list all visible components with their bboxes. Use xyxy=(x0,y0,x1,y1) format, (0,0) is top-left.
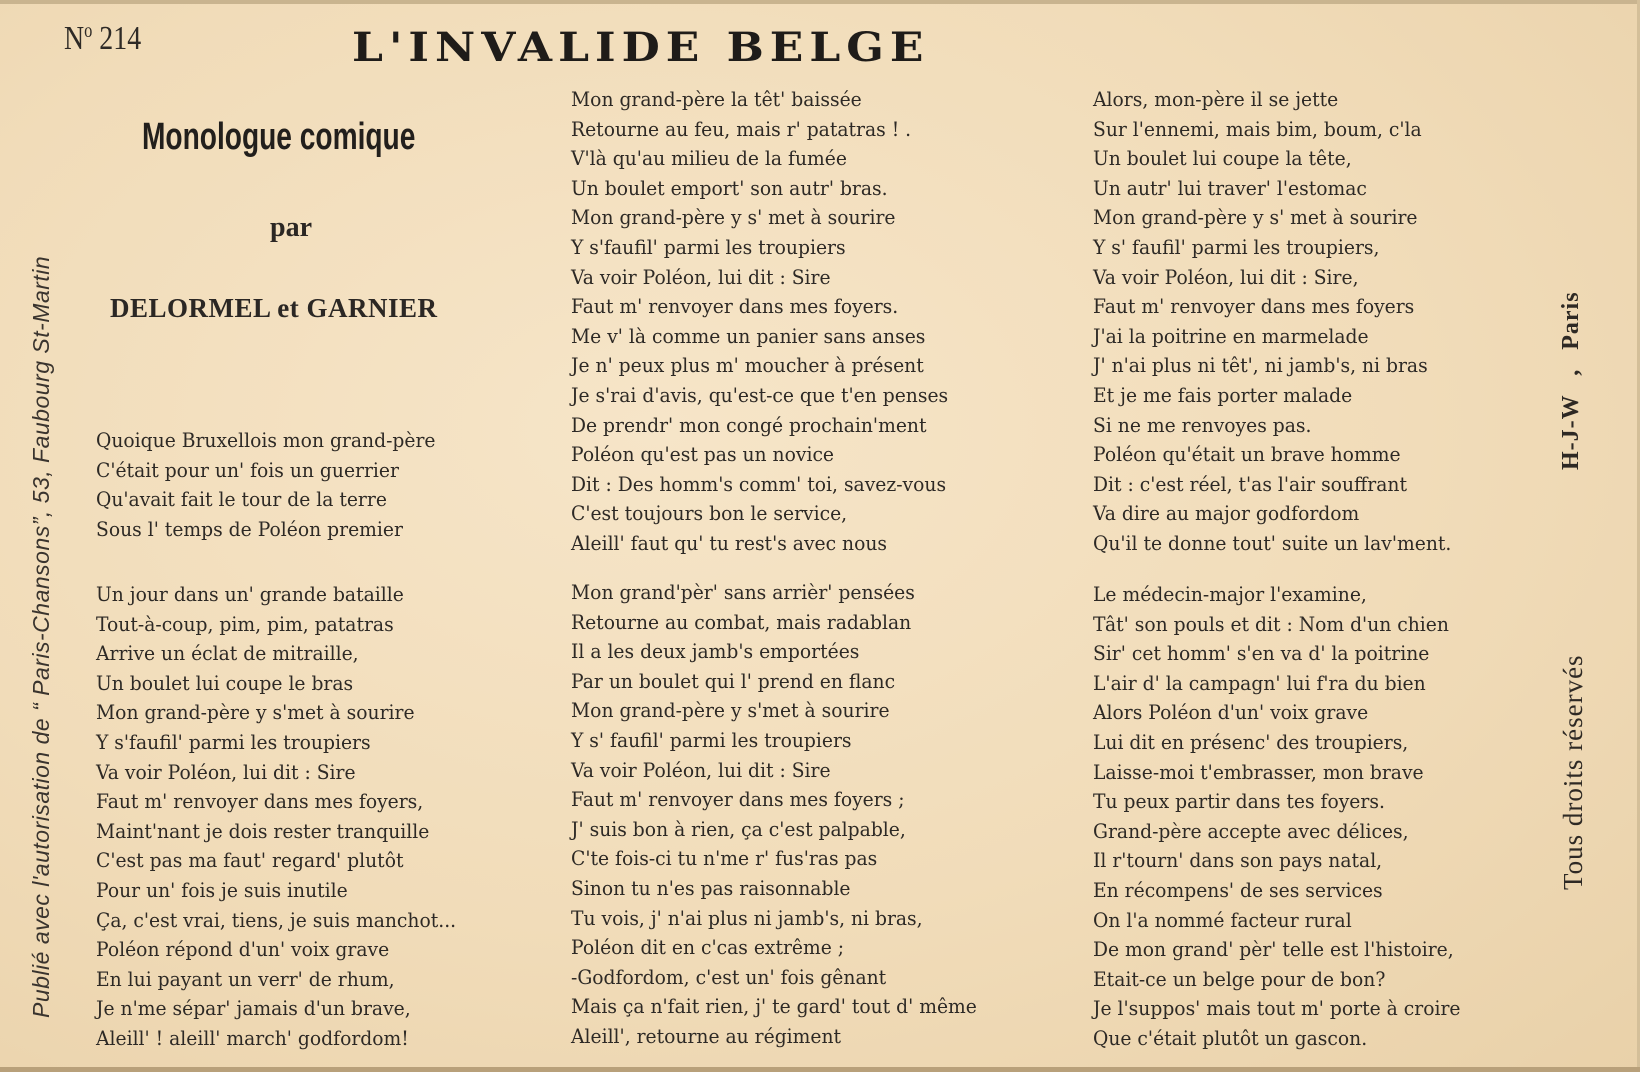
page-title: L'INVALIDE BELGE xyxy=(352,24,930,71)
card-edge xyxy=(0,1067,1640,1072)
verse-line: Mon grand-père y s'met à sourire xyxy=(96,701,415,725)
verse-line: Arrive un éclat de mitraille, xyxy=(96,642,359,666)
verse-line: Etait-ce un belge pour de bon? xyxy=(1093,967,1386,991)
authors: DELORMEL et GARNIER xyxy=(110,293,438,323)
verse-line: Poléon qu'était un brave homme xyxy=(1093,443,1401,467)
column-2-stanza-1 xyxy=(571,85,964,559)
verse-line: Poléon qu'est pas un novice xyxy=(571,443,835,467)
verse-line: Faut m' renvoyer dans mes foyers ; xyxy=(571,788,905,812)
verse-line: Mon grand-père y s' met à sourire xyxy=(1093,206,1418,230)
verse-line: Un boulet lui coupe la tête, xyxy=(1093,147,1352,171)
verse-line: Alors, mon-père il se jette xyxy=(1093,88,1339,111)
verse-line: Je l'suppos' mais tout m' porte à croire xyxy=(1093,997,1461,1021)
publisher-authorization: Publié avec l'autorisation de “ Paris-Chansons”, 53, Faubourg St-Martin xyxy=(28,255,54,1018)
song-number xyxy=(64,20,141,58)
verse-line: Me v' là comme un panier sans anses xyxy=(571,324,926,348)
verse-line: Lui dit en présenc' des troupiers, xyxy=(1093,730,1409,754)
card-edge xyxy=(0,0,1640,4)
verse-line: Je s'rai d'avis, qu'est-ce que t'en penses xyxy=(571,383,949,407)
column-1-stanza-2 xyxy=(96,580,471,1054)
verse-line: -Godfordom, c'est un' fois gênant xyxy=(571,965,887,989)
verse-line: Aleill' faut qu' tu rest's avec nous xyxy=(571,531,888,555)
verse-line: Quoique Bruxellois mon grand-père xyxy=(96,429,436,452)
verse-line: Y s'faufil' parmi les troupiers xyxy=(96,730,371,754)
verse-line: Y s' faufil' parmi les troupiers xyxy=(571,728,852,752)
verse-line: Faut m' renvoyer dans mes foyers xyxy=(1093,295,1415,319)
verse-line: Et je me fais porter malade xyxy=(1093,383,1353,407)
verse-line: Dit : Des homm's comm' toi, savez-vous xyxy=(571,472,947,496)
verse-line: J'ai la poitrine en marmelade xyxy=(1093,324,1369,348)
verse-line: Va voir Poléon, lui dit : Sire xyxy=(96,760,356,784)
column-3-stanza-1 xyxy=(1093,85,1466,559)
verse-line: Tât' son pouls et dit : Nom d'un chien xyxy=(1093,612,1449,636)
verse-line: Un boulet emport' son autr' bras. xyxy=(571,176,888,200)
verse-line: Aleill' ! aleill' march' godfordom! xyxy=(96,1026,409,1050)
verse-line: Sir' cet homm' s'en va d' la poitrine xyxy=(1093,642,1430,666)
verse-line: En lui payant un verr' de rhum, xyxy=(96,967,395,991)
verse-line: Le médecin-major l'examine, xyxy=(1093,583,1367,606)
verse-line: Tu vois, j' n'ai plus ni jamb's, ni bras, xyxy=(571,906,923,930)
verse-line: Poléon répond d'un' voix grave xyxy=(96,938,390,962)
verse-line: Va voir Poléon, lui dit : Sire, xyxy=(1093,265,1359,289)
verse-line: Laisse-moi t'embrasser, mon brave xyxy=(1093,760,1424,784)
verse-line: Sinon tu n'es pas raisonnable xyxy=(571,876,851,900)
verse-line: Il r'tourn' dans son pays natal, xyxy=(1093,849,1383,873)
verse-line: Sur l'ennemi, mais bim, boum, c'la xyxy=(1093,117,1422,141)
number-prefix: N xyxy=(64,20,85,57)
printer-credit: H-J-W , Paris xyxy=(1558,291,1584,470)
verse-line: Maint'nant je dois rester tranquille xyxy=(96,819,430,843)
verse-line: C'était pour un' fois un guerrier xyxy=(96,458,399,482)
column-3-stanza-2 xyxy=(1093,580,1476,1054)
verse-line: C'est toujours bon le service, xyxy=(571,502,848,526)
verse-line: Y s'faufil' parmi les troupiers xyxy=(571,235,846,259)
verse-line: Mon grand'pèr' sans arrièr' pensées xyxy=(571,581,915,604)
rights-notice: Tous droits réservés xyxy=(1558,654,1588,890)
subtitle: Monologue comique xyxy=(142,116,416,158)
verse-line: En récompens' de ses services xyxy=(1093,878,1383,902)
verse-line: Je n'me sépar' jamais d'un brave, xyxy=(96,997,411,1021)
verse-line: De prendr' mon congé prochain'ment xyxy=(571,413,927,437)
verse-line: Sous l' temps de Poléon premier xyxy=(96,517,403,541)
verse-line: Par un boulet qui l' prend en flanc xyxy=(571,669,896,693)
column-1-stanza-1 xyxy=(96,426,450,544)
verse-line: Aleill', retourne au régiment xyxy=(571,1024,842,1048)
column-2-stanza-2 xyxy=(571,578,994,1052)
verse-line: Tout-à-coup, pim, pim, patatras xyxy=(96,612,394,636)
verse-line: Qu'il te donne tout' suite un lav'ment. xyxy=(1093,531,1452,555)
verse-line: Faut m' renvoyer dans mes foyers, xyxy=(96,790,424,814)
verse-line: V'là qu'au milieu de la fumée xyxy=(571,147,847,171)
number-superscript: o xyxy=(84,20,93,42)
verse-line: C'te fois-ci tu n'me r' fus'ras pas xyxy=(571,847,878,871)
verse-line: Y s' faufil' parmi les troupiers, xyxy=(1093,235,1380,259)
verse-line: Va dire au major godfordom xyxy=(1093,502,1360,526)
verse-line: Mon grand-père y s'met à sourire xyxy=(571,699,890,723)
verse-line: L'air d' la campagn' lui f'ra du bien xyxy=(1093,671,1426,695)
verse-line: Mais ça n'fait rien, j' te gard' tout d' même xyxy=(571,995,977,1019)
verse-line: Va voir Poléon, lui dit : Sire xyxy=(571,758,831,782)
verse-line: Je n' peux plus m' moucher à présent xyxy=(571,354,924,378)
verse-line: Mon grand-père la têt' baissée xyxy=(571,88,862,111)
verse-line: Dit : c'est réel, t'as l'air souffrant xyxy=(1093,472,1408,496)
verse-line: Ça, c'est vrai, tiens, je suis manchot... xyxy=(96,908,457,932)
verse-line: C'est pas ma faut' regard' plutôt xyxy=(96,849,404,873)
verse-line: Qu'avait fait le tour de la terre xyxy=(96,488,387,512)
verse-line: Pour un' fois je suis inutile xyxy=(96,878,348,902)
verse-line: Grand-père accepte avec délices, xyxy=(1093,819,1409,843)
verse-line: Si ne me renvoyes pas. xyxy=(1093,413,1312,437)
verse-line: Un boulet lui coupe le bras xyxy=(96,671,354,695)
verse-line: Que c'était plutôt un gascon. xyxy=(1093,1026,1368,1050)
verse-line: Poléon dit en c'cas extrême ; xyxy=(571,936,845,960)
verse-line: Tu peux partir dans tes foyers. xyxy=(1093,790,1385,814)
number-value: 214 xyxy=(99,20,142,57)
verse-line: Il a les deux jamb's emportées xyxy=(571,640,860,664)
verse-line: On l'a nommé facteur rural xyxy=(1093,908,1352,932)
verse-line: Retourne au feu, mais r' patatras ! . xyxy=(571,117,912,141)
verse-line: Retourne au combat, mais radablan xyxy=(571,610,912,634)
by-label: par xyxy=(270,212,312,243)
verse-line: J' suis bon à rien, ça c'est palpable, xyxy=(571,817,906,841)
verse-line: Va voir Poléon, lui dit : Sire xyxy=(571,265,831,289)
verse-line: Un autr' lui traver' l'estomac xyxy=(1093,176,1367,200)
verse-line: Un jour dans un' grande bataille xyxy=(96,583,404,606)
verse-line: Mon grand-père y s' met à sourire xyxy=(571,206,896,230)
verse-line: Alors Poléon d'un' voix grave xyxy=(1093,701,1369,725)
verse-line: J' n'ai plus ni têt', ni jamb's, ni bras xyxy=(1093,354,1428,378)
verse-line: Faut m' renvoyer dans mes foyers. xyxy=(571,295,899,319)
verse-line: De mon grand' pèr' telle est l'histoire, xyxy=(1093,938,1454,962)
